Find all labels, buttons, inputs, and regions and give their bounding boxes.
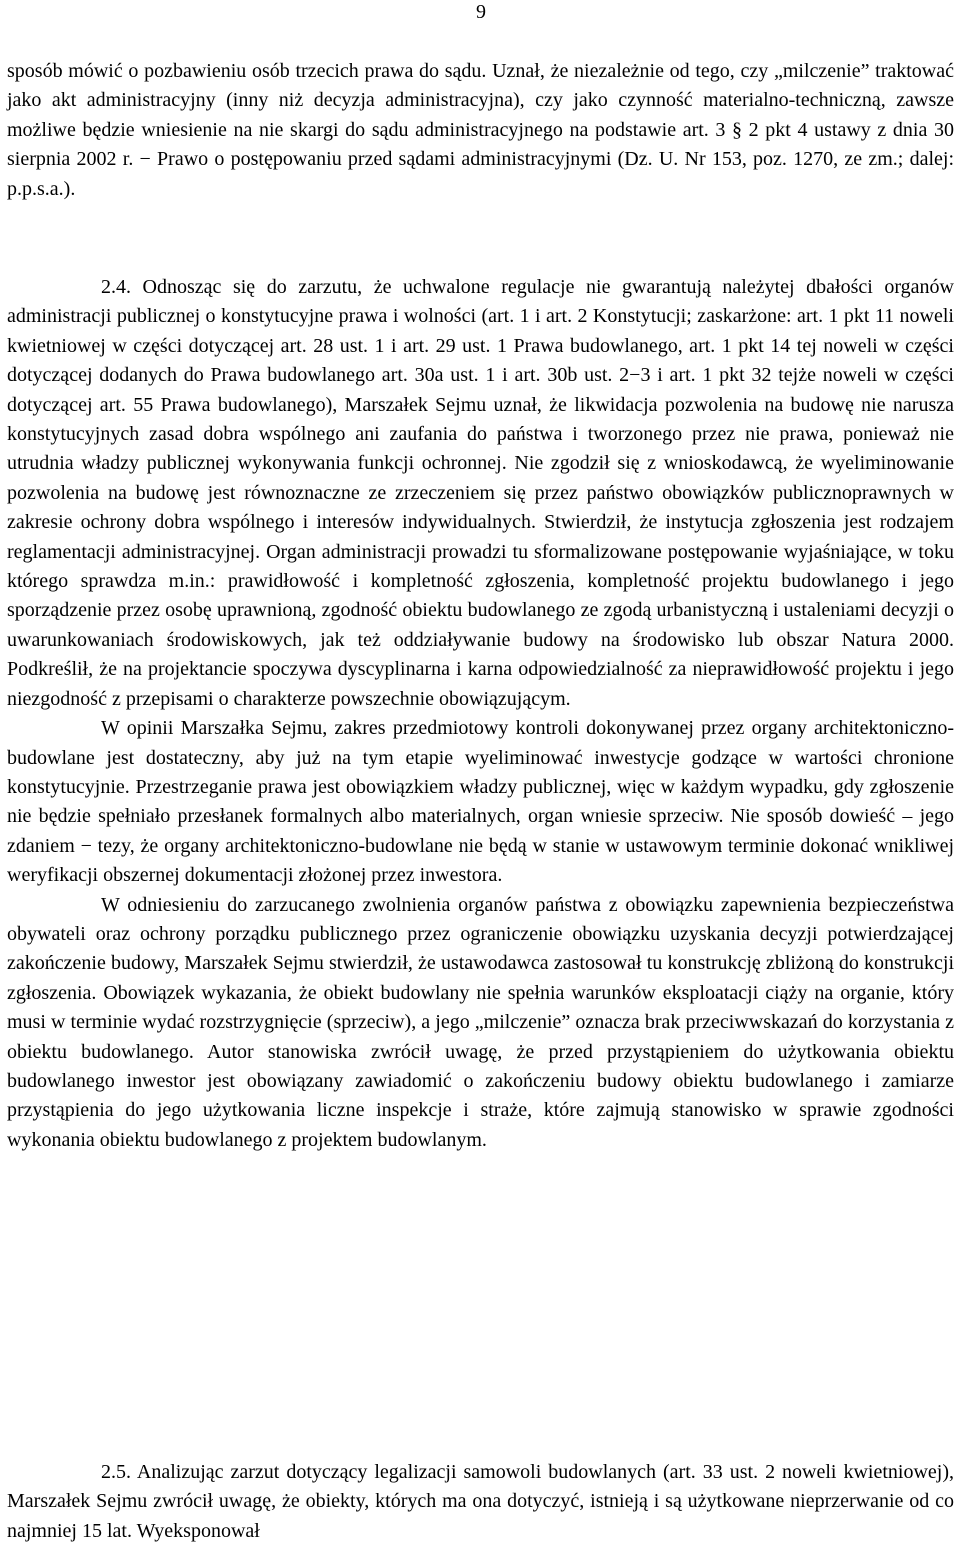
- text-block-top: [7, 57, 954, 204]
- text-block-bottom: [7, 1458, 954, 1546]
- text-block-main: [7, 273, 954, 1155]
- paragraph-3: W opinii Marszałka Sejmu, zakres przedmiotowy kontroli dokonywanej przez organy architektoniczno-budowlane jest dostateczny, aby już na tym etapie wyeliminować inwestycje godzące w wartości chronione konstytucyjnie. Przestrzeganie prawa jest obowiązkiem władzy publicznej, więc w każdym wypadku, gdy zgłoszenie nie będzie spełniało przesłanek formalnych albo materialnych, organ wniesie sprzeciw. Nie sposób dowieść – jego zdaniem − tezy, że organy architektoniczno-budowlane nie będą w stanie w ustawowym terminie dokonać wnikliwej weryfikacji obszernej dokumentacji złożonej przez inwestora.: [7, 717, 954, 887]
- paragraph-2: 2.4. Odnosząc się do zarzutu, że uchwalone regulacje nie gwarantują należytej dbałości organów administracji publicznej o konstytucyjne prawa i wolności (art. 1 i art. 2 Konstytucji; zaskarżone: art. 1 pkt 11 noweli kwietniowej w części dotyczącej art. 28 ust. 1 i art. 29 ust. 1 Prawa budowlanego, art. 1 pkt 14 tej noweli w części dotyczącej dodanych do Prawa budowlanego art. 30a ust. 1 i art. 30b ust. 2−3 i art. 1 pkt 32 tejże noweli w części dotyczącej art. 55 Prawa budowlanego), Marszałek Sejmu uznał, że likwidacja pozwolenia na budowę nie narusza konstytucyjnych zasad dobra wspólnego ani zaufania do państwa i tworzonego przez nie prawa, ponieważ nie utrudnia władzy publicznej wykonywania funkcji ochronnej. Nie zgodził się z wnioskodawcą, że wyeliminowanie pozwolenia na budowę jest równoznaczne ze zrzeczeniem się przez państwo obowiązków publicznoprawnych w zakresie ochrony dobra wspólnego i interesów indywidualnych. Stwierdził, że instytucja zgłoszenia jest rodzajem reglamentacji administracyjnej. Organ administracji prowadzi tu sformalizowane postępowanie wyjaśniające, w toku którego sprawdza m.in.: prawidłowość i kompletność zgłoszenia, kompletność projektu budowlanego i jego sporządzenie przez osobę uprawnioną, zgodność obiektu budowlanego ze zgodą urbanistyczną i ustaleniami decyzji o uwarunkowaniach środowiskowych, jak też oddziaływanie budowy na środowisko lub obszar Natura 2000. Podkreślił, że na projektancie spoczywa dyscyplinarna i karna odpowiedzialność za nieprawidłowość projektu i jego niezgodność z przepisami o charakterze powszechnie obowiązującym.: [7, 276, 954, 710]
- paragraph-5: 2.5. Analizując zarzut dotyczący legalizacji samowoli budowlanych (art. 33 ust. 2 noweli kwietniowej), Marszałek Sejmu zwrócił uwagę, że obiekty, których ma ona dotyczyć, istnieją i są użytkowane nieprzerwanie od co najmniej 15 lat. Wyeksponował: [7, 1461, 954, 1542]
- page-number: 9: [476, 1, 486, 23]
- paragraph-4: W odniesieniu do zarzucanego zwolnienia organów państwa z obowiązku zapewnienia bezpieczeństwa obywateli oraz ochrony porządku publicznego przez ograniczenie obowiązku uzyskania decyzji potwierdzającej zakończenie budowy, Marszałek Sejmu stwierdził, że ustawodawca zastosował tu konstrukcję zbliżoną do konstrukcji zgłoszenia. Obowiązek wykazania, że obiekt budowlany nie spełnia warunków eksploatacji ciąży na organie, który musi w terminie wydać rozstrzygnięcie (sprzeciw), a jego „milczenie” oznacza brak przeciwwskazań do korzystania z obiektu budowlanego. Autor stanowiska zwrócił uwagę, że przed przystąpieniem do użytkowania obiektu budowlanego inwestor jest obowiązany zawiadomić o zakończeniu budowy obiektu budowlanego i zamiarze przystąpienia do jego użytkowania liczne inspekcje i straże, które zajmują stanowisko w sprawie zgodności wykonania obiektu budowlanego z projektem budowlanym.: [7, 893, 954, 1151]
- paragraph-1: sposób mówić o pozbawieniu osób trzecich prawa do sądu. Uznał, że niezależnie od tego, czy „milczenie” traktować jako akt administracyjny (inny niż decyzja administracyjna), czy jako czynność materialno-techniczną, zawsze możliwe będzie wniesienie na nie skargi do sądu administracyjnego na podstawie art. 3 § 2 pkt 4 ustawy z dnia 30 sierpnia 2002 r. − Prawo o postępowaniu przed sądami administracyjnymi (Dz. U. Nr 153, poz. 1270, ze zm.; dalej: p.p.s.a.).: [7, 60, 954, 200]
